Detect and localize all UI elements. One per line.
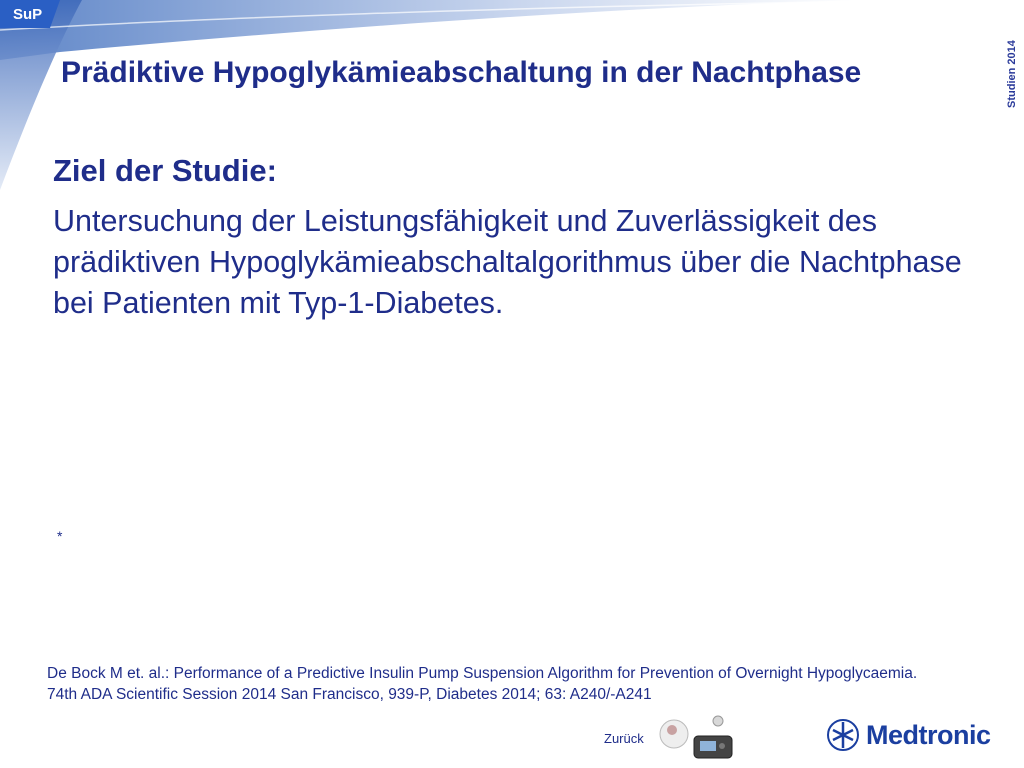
section-heading: Ziel der Studie: bbox=[53, 153, 277, 188]
medtronic-logo-icon bbox=[826, 718, 860, 752]
section-side-label: Studien 2014 bbox=[1006, 40, 1018, 108]
citation: De Bock M et. al.: Performance of a Predictive Insulin Pump Suspension Algorithm for Prevention of Overnight Hypoglycaemia. 74th ADA Scientific Session 2014 San Francisco, 939-P, Diabetes 2014; 63: A240/-A241 bbox=[47, 665, 918, 703]
back-link[interactable]: Zurück bbox=[604, 731, 644, 746]
medtronic-logo bbox=[826, 718, 991, 752]
footnote-mark: * bbox=[57, 528, 63, 544]
sup-tab[interactable] bbox=[0, 0, 60, 28]
section-body: Untersuchung der Leistungsfähigkeit und Zuverlässigkeit des prädiktiven Hypoglykämieabschaltalgorithmus über die Nachtphase bei Patienten mit Typ-1-Diabetes. bbox=[53, 204, 962, 320]
brand-name: Medtronic bbox=[866, 719, 991, 750]
sup-tab-label: SuP bbox=[13, 5, 43, 23]
device-thumbnails-icon bbox=[656, 712, 738, 762]
page-title: Prädiktive Hypoglykämieabschaltung in der Nachtphase bbox=[61, 56, 862, 89]
